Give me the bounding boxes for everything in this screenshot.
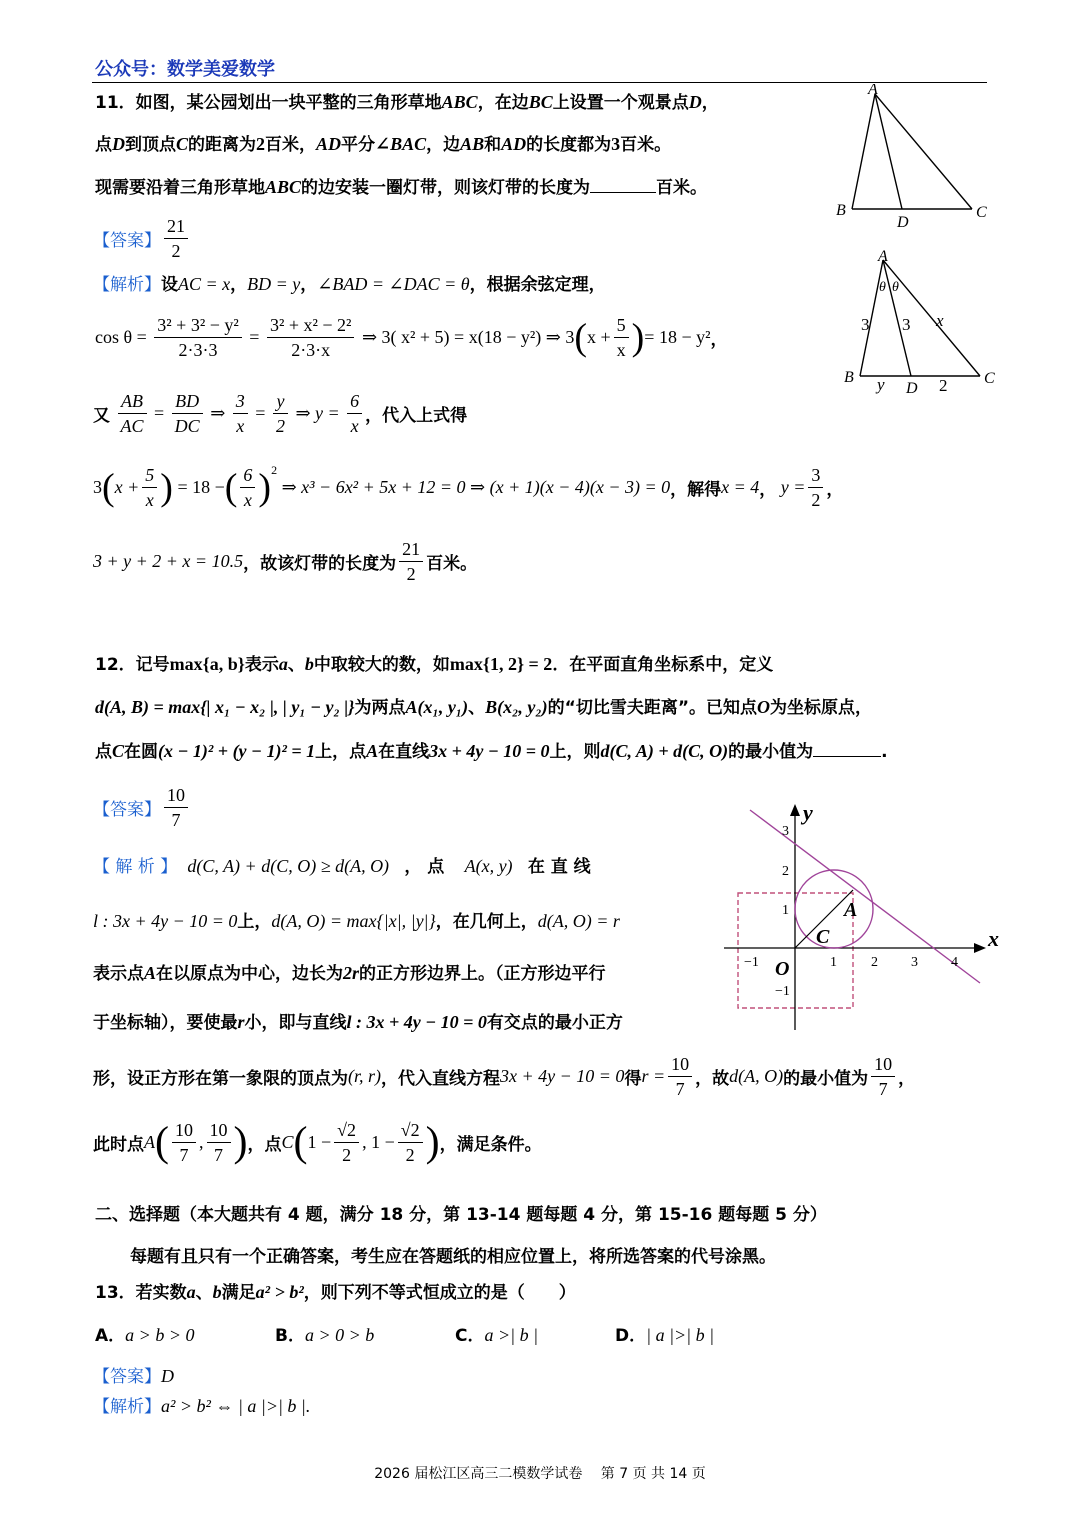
label-A: A (868, 84, 878, 98)
ytick-3: −1 (775, 984, 790, 999)
point-C-label: C (816, 926, 830, 948)
section2-title: 二、选择题（本大题共有 4 题，满分 18 分，第 13-14 题每题 4 分，第 15-16 题每题 5 分） (95, 1205, 827, 1225)
side-2: 2 (939, 376, 948, 395)
q12-answer: 【答案】 $\frac{10}{7}$ (93, 783, 191, 832)
origin-label: O (775, 958, 790, 980)
q13-analysis: 【解析】a² > b² ⇔ | a |>| b |. (93, 1396, 311, 1417)
q12-analysis-4: 于坐标轴），要使最r小，即与直线l : 3x + 4y − 10 = 0有交点的最小正方 (93, 1012, 623, 1033)
q12-analysis-2: l : 3x + 4y − 10 = 0上，d(A, O) = max{|x|, |y|}，在几何上，d(A, O) = r (93, 911, 620, 932)
ytick-0: 3 (782, 824, 789, 839)
label-C: C (984, 370, 995, 387)
triangle-figure-1 (830, 84, 1000, 234)
q11-cos-formula: cos θ = $\frac{\text{3² + 3² − y²}}{2\cdot 3\cdot 3}$ = $\frac{\text{3² + x² − 2²}}{2\cdot 3\cdot x}$ ⇒ 3( x² + 5) = x(18 − y²) ⇒ 3(x + $\frac{5}{x}$ )= 18 − y²， (95, 315, 728, 360)
q13-answer: 【答案】D (93, 1366, 174, 1387)
xtick-1: 1 (830, 955, 837, 970)
q11-sum: 3 + y + 2 + x = 10.5，故该灯带的长度为 $\frac{21}{2}$ 百米。 (93, 539, 478, 584)
page-footer: 2026 届松江区高三二模数学试卷 第 7 页 共 14 页 (374, 1466, 706, 1482)
xtick-0: −1 (744, 955, 759, 970)
header-account: 公众号：数学美爱数学 (95, 59, 275, 80)
answer-blank (813, 756, 881, 757)
q12-analysis-1: 【 解 析 】 d(C, A) + d(C, O) ≥ d(A, O) ， 点 A(x, y) 在 直 线 (93, 856, 591, 877)
ytick-2: 1 (782, 903, 789, 918)
q11-answer: 【答案】 $\frac{21}{2}$ (93, 214, 191, 263)
q12-analysis-6: 此时点A( $\frac{10}{7}$ , $\frac{10}{7}$ )，点C(1 − $\frac{√2}{2}$ , 1 − $\frac{√2}{2}$ )，满足条件。 (93, 1119, 542, 1166)
section2-instruction: 每题有且只有一个正确答案，考生应在答题纸的相应位置上，将所选答案的代号涂黑。 (130, 1247, 776, 1267)
y-axis-label: y (803, 800, 813, 825)
label-A: A (878, 248, 888, 265)
q11-cubic: 3(x + $\frac{5}{x}$ ) = 18 −( $\frac{6}{x}$ )$^2$ ⇒ x³ − 6x² + 5x + 12 = 0 ⇒ (x + 1)(x − 4)(x − 3) = 0，解得x = 4， y = $\frac{3}{2}$ ， (93, 463, 844, 510)
q12-line2: d(A, B) = max{| x₁ − x₂ |, | y₁ − y₂ |}为两点A(x₁, y₁)、B(x₂, y₂)的“切比雪夫距离”。已知点O为坐标原点， (95, 697, 872, 718)
label-B: B (836, 202, 846, 219)
side-y: y (877, 375, 885, 394)
side-x: x (936, 311, 944, 330)
header-rule (92, 82, 987, 83)
side-ad-3: 3 (902, 315, 911, 334)
label-D: D (906, 380, 918, 396)
xtick-3: 3 (911, 955, 918, 970)
label-C: C (976, 204, 987, 221)
answer-blank (590, 192, 656, 193)
label-B: B (844, 369, 854, 386)
q11-line1: 11．如图，某公园划出一块平整的三角形草地ABC，在边BC上设置一个观景点D， (95, 92, 719, 113)
point-A-label: A (844, 899, 858, 921)
label-D: D (897, 214, 909, 231)
xtick-2: 2 (871, 955, 878, 970)
q13-stem: 13．若实数a、b满足a² > b²，则下列不等式恒成立的是（ ） (95, 1282, 576, 1303)
theta-2: θ (892, 280, 899, 295)
q13-option-c[interactable]: C．a >| b | (455, 1325, 539, 1346)
q11-line3: 现需要沿着三角形草地ABC的边安装一圈灯带，则该灯带的长度为 百米。 (95, 177, 708, 198)
q11-ratio: 又 $\frac{AB}{AC}$ = $\frac{BD}{DC}$ ⇒ $\frac{3}{x}$ = $\frac{y}{2}$ ⇒ y = $\frac{6}{x}$ ，代入上式得 (93, 391, 468, 436)
q11-analysis-1: 【解析】设AC = x，BD = y，∠BAD = ∠DAC = θ，根据余弦定理， (93, 274, 606, 295)
ytick-1: 2 (782, 864, 789, 879)
triangle-figure-2 (838, 246, 1008, 396)
x-axis-label: x (988, 926, 999, 951)
q13-option-a[interactable]: A．a > b > 0 (95, 1325, 195, 1346)
q12-analysis-3: 表示点A在以原点为中心，边长为2r的正方形边界上。（正方形边平行 (93, 963, 606, 984)
theta-1: θ (879, 280, 886, 295)
xtick-4: 4 (951, 955, 958, 970)
q12-analysis-5: 形，设正方形在第一象限的顶点为(r, r)，代入直线方程3x + 4y − 10 = 0得r = $\frac{10}{7}$ ，故d(A, O)的最小值为 $\frac{10}{7}$ ， (93, 1054, 916, 1099)
q12-line1: 12．记号max{a, b}表示a、b中取较大的数，如max{1, 2} = 2．在平面直角坐标系中，定义 (95, 654, 774, 675)
side-ab-3: 3 (861, 315, 870, 334)
q13-option-d[interactable]: D．| a |>| b | (615, 1325, 715, 1346)
coordinate-figure (720, 800, 1000, 1040)
q11-line2: 点D到顶点C的距离为2百米，AD平分∠BAC，边AB和AD的长度都为3百米。 (95, 134, 672, 155)
q12-line3: 点C在圆(x − 1)² + (y − 1)² = 1上，点A在直线3x + 4y − 10 = 0上，则d(C, A) + d(C, O)的最小值为 . (95, 741, 888, 762)
q13-option-b[interactable]: B．a > 0 > b (275, 1325, 375, 1346)
